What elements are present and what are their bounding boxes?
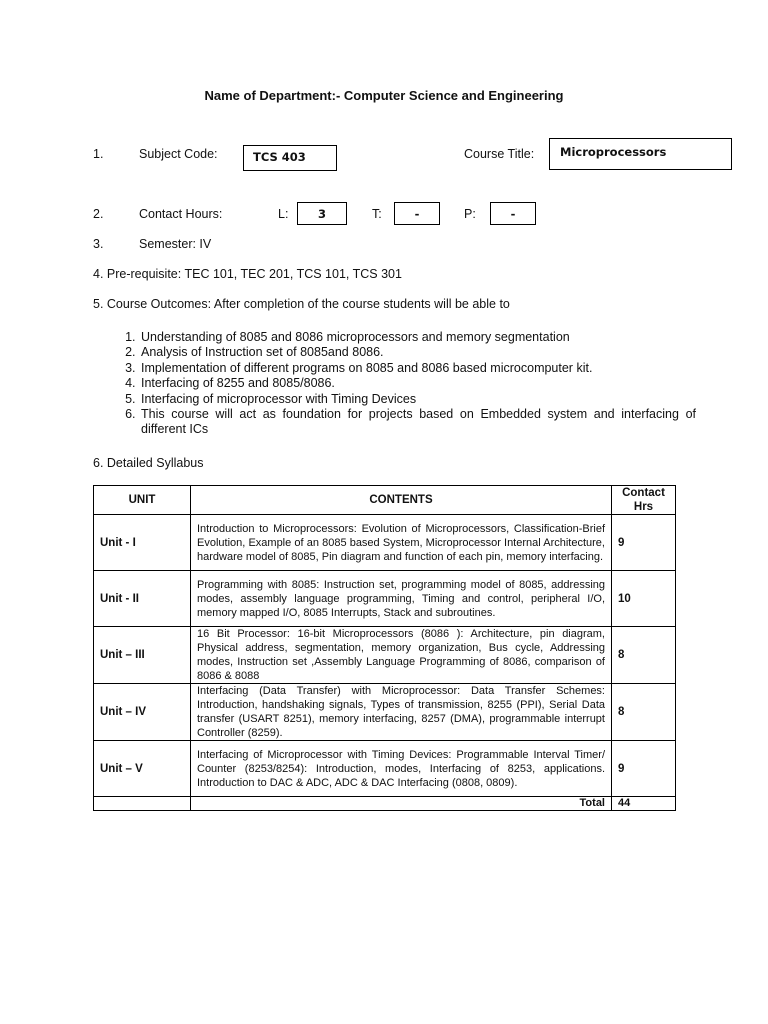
hrs-cell: 8: [612, 627, 676, 684]
syllabus-header-row: [94, 486, 676, 515]
total-row: [94, 797, 676, 811]
lecture-value-box: 3: [297, 202, 347, 225]
hrs-cell: 10: [612, 571, 676, 627]
department-heading: Name of Department:- Computer Science and Engineering: [204, 88, 564, 103]
total-label: Total: [191, 797, 612, 811]
unit-cell: Unit – V: [94, 741, 191, 797]
contact-hours-label: Contact Hours:: [139, 207, 223, 221]
outcome-item: 2. Analysis of Instruction set of 8085and 8086.: [139, 345, 696, 360]
outcome-item: 3. Implementation of different programs on 8085 and 8086 based microcomputer kit.: [139, 361, 696, 376]
total-empty-cell: [94, 797, 191, 811]
outcome-item: 4. Interfacing of 8255 and 8085/8086.: [139, 376, 696, 391]
practical-label: P:: [464, 207, 476, 221]
contents-cell: Programming with 8085: Instruction set, programming model of 8085, addressing modes, assembly language programming, Timing and control, peripheral I/O, memory mapped I/O, 8085 Interrupts, Stack and subroutines.: [191, 571, 612, 627]
course-outcomes-intro: 5. Course Outcomes: After completion of the course students will be able to: [93, 297, 510, 311]
tutorial-value-box: -: [394, 202, 440, 225]
unit-header: UNIT: [94, 486, 191, 515]
hrs-cell: 9: [612, 515, 676, 571]
item1-number: 1.: [93, 147, 104, 161]
table-row: [94, 571, 676, 627]
detailed-syllabus-heading: 6. Detailed Syllabus: [93, 456, 204, 470]
contents-cell: Introduction to Microprocessors: Evolution of Microprocessors, Classification-Brief Evolution, Example of an 8085 based System, Microprocessor Internal Architecture, hardware model of 8085, Pin diagram and function of each pin, memory interfacing.: [191, 515, 612, 571]
table-row: [94, 627, 676, 684]
unit-cell: Unit - II: [94, 571, 191, 627]
hrs-cell: 9: [612, 741, 676, 797]
item2-number: 2.: [93, 207, 104, 221]
total-value: 44: [612, 797, 676, 811]
contents-cell: Interfacing of Microprocessor with Timing Devices: Programmable Interval Timer/ Counter (8253/8254): Introduction, modes, Interfacing of 8253, applications. Introduction to DAC & ADC, ADC & DAC Interfacing (0808, 0809).: [191, 741, 612, 797]
contents-header: CONTENTS: [191, 486, 612, 515]
course-title-box: Microprocessors: [549, 138, 732, 170]
table-row: [94, 741, 676, 797]
course-title-label: Course Title:: [464, 147, 535, 161]
subject-code-box: TCS 403: [243, 145, 337, 171]
table-row: [94, 684, 676, 741]
unit-cell: Unit – IV: [94, 684, 191, 741]
outcome-item: 6. This course will act as foundation for projects based on Embedded system and interfacing of different ICs: [139, 407, 696, 438]
prerequisite-text: 4. Pre-requisite: TEC 101, TEC 201, TCS 101, TCS 301: [93, 267, 402, 281]
contents-cell: Interfacing (Data Transfer) with Microprocessor: Data Transfer Schemes: Introduction, handshaking signals, Types of transmission, 8255 (PPI), Serial Data transfer (USART 8251), memory interfacing, 8257 (DMA), programmable interrupt Controller (8259).: [191, 684, 612, 741]
outcome-item: 1. Understanding of 8085 and 8086 microprocessors and memory segmentation: [139, 330, 696, 345]
contents-cell: 16 Bit Processor: 16-bit Microprocessors (8086 ): Architecture, pin diagram, Physical address, segmentation, memory organization, Bus cycle, Addressing modes, Instruction set ,Assembly Language Programming of 8086, comparison of 8086 & 8088: [191, 627, 612, 684]
tutorial-label: T:: [372, 207, 382, 221]
course-outcomes-list: [118, 330, 696, 438]
unit-cell: Unit - I: [94, 515, 191, 571]
table-row: [94, 515, 676, 571]
outcome-item: 5. Interfacing of microprocessor with Timing Devices: [139, 392, 696, 407]
practical-value-box: -: [490, 202, 536, 225]
unit-cell: Unit – III: [94, 627, 191, 684]
item3-number: 3.: [93, 237, 104, 251]
contact-hrs-header: Contact Hrs: [612, 486, 676, 515]
syllabus-table: [93, 485, 676, 811]
lecture-label: L:: [278, 207, 289, 221]
hrs-cell: 8: [612, 684, 676, 741]
semester-text: Semester: IV: [139, 237, 212, 251]
subject-code-label: Subject Code:: [139, 147, 218, 161]
